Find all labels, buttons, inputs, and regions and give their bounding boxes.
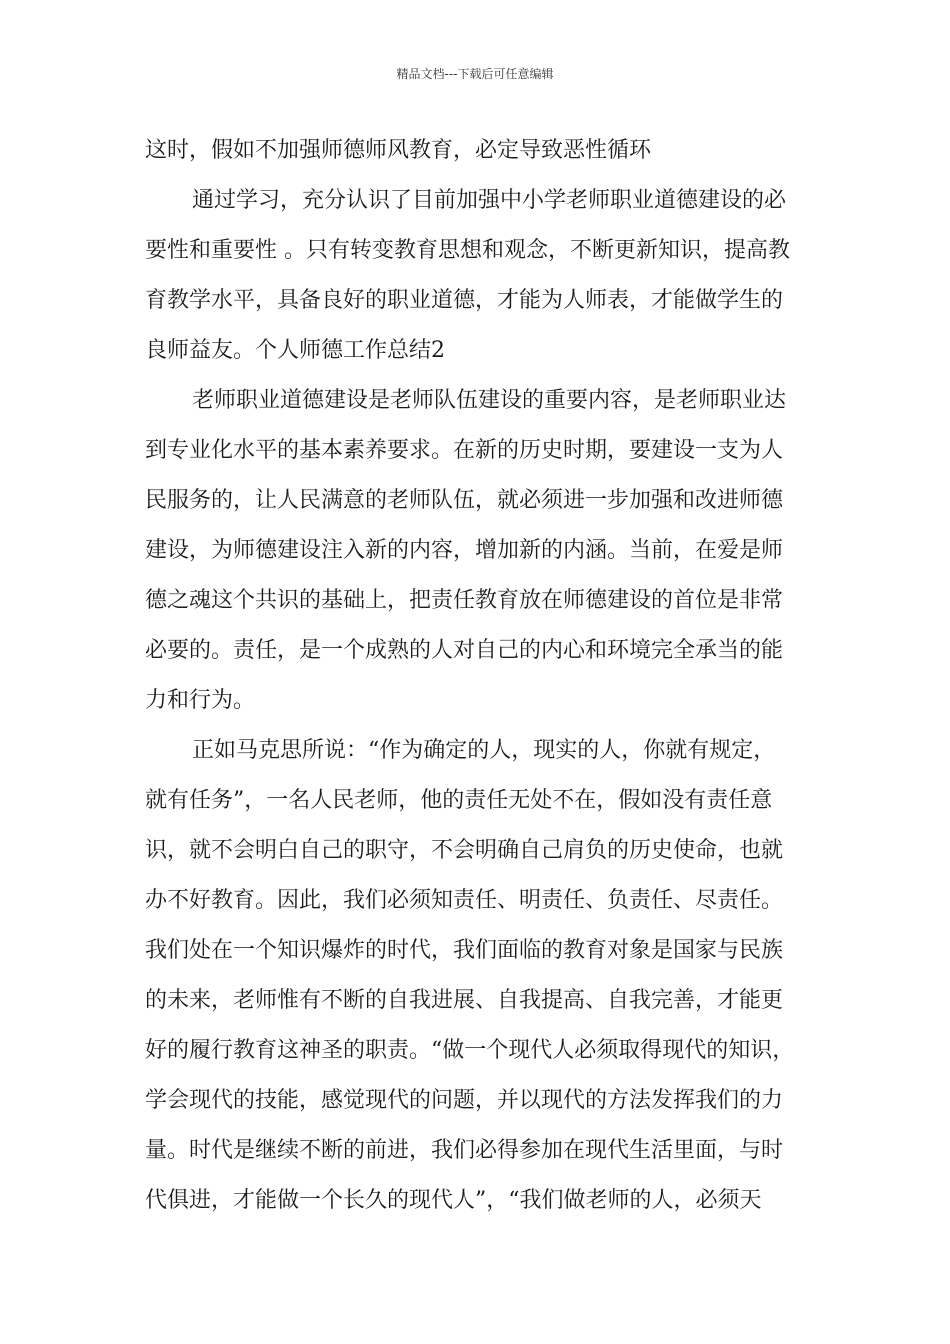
text-line: 民服务的，让人民满意的老师队伍，就必须进一步加强和改进师德 [145,488,784,513]
text-line: 建设，为师德建设注入新的内容，增加新的内涵。当前，在爱是师 [145,538,784,563]
text-line: 这时，假如不加强师德师风教育，必定导致恶性循环 [145,138,652,163]
text-line: 育教学水平，具备良好的职业道德，才能为人师表，才能做学生的 [145,288,784,313]
text-line: 学会现代的技能，感觉现代的问题，并以现代的方法发挥我们的力 [145,1088,784,1113]
text-line: 的未来，老师惟有不断的自我进展、自我提高、自我完善，才能更 [145,988,784,1013]
page-header: 精品文档---下载后可任意编辑 [396,67,554,81]
text-line: 通过学习，充分认识了目前加强中小学老师职业道德建设的必 [192,188,787,213]
text-line: 代俱进，才能做一个长久的现代人”，“我们做老师的人，必须天 [145,1188,762,1213]
text-line: 力和行为。 [145,688,256,713]
text-line: 良师益友。个人师德工作总结2 [145,338,445,363]
text-line: 好的履行教育这神圣的职责。“做一个现代人必须取得现代的知识， [145,1038,795,1063]
text-line: 正如马克思所说：“作为确定的人，现实的人，你就有规定， [192,738,776,763]
text-line: 德之魂这个共识的基础上，把责任教育放在师德建设的首位是非常 [145,588,784,613]
text-line: 就有任务”，一名人民老师，他的责任无处不在，假如没有责任意 [145,788,773,813]
text-line: 量。时代是继续不断的前进，我们必得参加在现代生活里面，与时 [145,1138,784,1163]
text-line: 识，就不会明白自己的职守，不会明确自己肩负的历史使命，也就 [145,838,784,863]
text-line: 我们处在一个知识爆炸的时代，我们面临的教育对象是国家与民族 [145,938,784,963]
text-line: 老师职业道德建设是老师队伍建设的重要内容，是老师职业达 [192,388,787,413]
text-line: 到专业化水平的基本素养要求。在新的历史时期，要建设一支为人 [145,438,784,463]
text-line: 要性和重要性 。只有转变教育思想和观念，不断更新知识，提高教 [145,238,790,263]
text-line: 办不好教育。因此，我们必须知责任、明责任、负责任、尽责任。 [145,888,784,913]
text-line: 必要的。责任，是一个成熟的人对自己的内心和环境完全承当的能 [145,638,784,663]
